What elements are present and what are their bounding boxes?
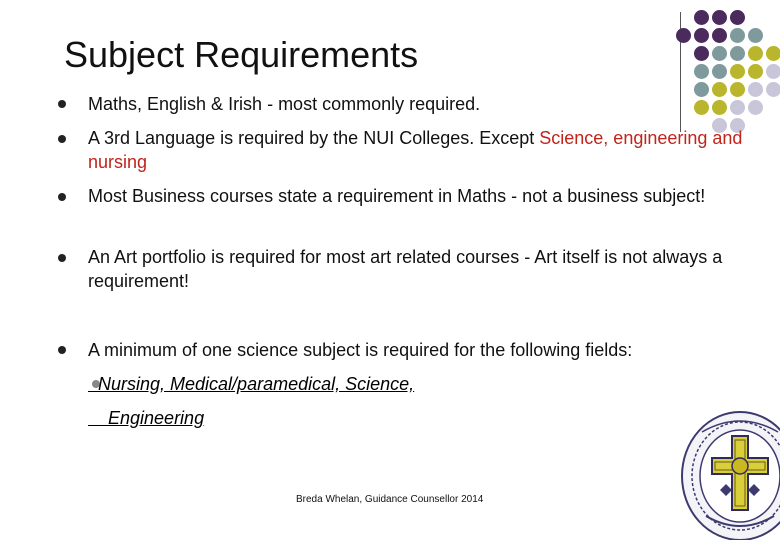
highlighted-text: Science, engineering and nursing xyxy=(88,128,743,172)
dot xyxy=(748,28,763,43)
dot xyxy=(766,82,780,97)
bullet-point-icon xyxy=(58,100,66,108)
dot xyxy=(766,64,780,79)
dot xyxy=(730,28,745,43)
dot xyxy=(694,28,709,43)
dot xyxy=(730,64,745,79)
dot xyxy=(712,46,727,61)
dot xyxy=(676,28,691,43)
school-crest-icon xyxy=(676,406,780,540)
sub-bullet-text: Nursing, Medical/paramedical, Science, xyxy=(88,374,415,394)
dot xyxy=(694,64,709,79)
bullet-text: Most Business courses state a requirement in Maths - not a business subject! xyxy=(88,186,706,206)
footer-credit: Breda Whelan, Guidance Counsellor 2014 xyxy=(296,494,484,505)
dot xyxy=(694,10,709,25)
dot xyxy=(730,46,745,61)
bullet-point-icon xyxy=(58,135,66,143)
dot xyxy=(748,64,763,79)
slide-title: Subject Requirements xyxy=(64,34,419,75)
bullet-point-icon xyxy=(58,193,66,201)
dot xyxy=(748,46,763,61)
dot xyxy=(694,46,709,61)
bullet-point-icon xyxy=(58,346,66,354)
dot xyxy=(766,46,780,61)
dot xyxy=(730,10,745,25)
bullet-text: An Art portfolio is required for most art related courses - Art itself is not always a requirement! xyxy=(88,247,723,291)
dot xyxy=(712,10,727,25)
dot xyxy=(748,100,763,115)
bullet-text: A minimum of one science subject is required for the following fields: xyxy=(88,340,633,360)
bullet-text: Maths, English & Irish - most commonly required. xyxy=(88,94,481,114)
bullet-text xyxy=(88,126,748,174)
sub-bullet-text-continued: Engineering xyxy=(88,408,205,428)
bullet-text-part: A 3rd Language is required by the NUI Colleges. Except xyxy=(88,128,540,148)
bullet-point-icon xyxy=(58,254,66,262)
dot xyxy=(712,28,727,43)
dot xyxy=(712,64,727,79)
dot xyxy=(748,82,763,97)
